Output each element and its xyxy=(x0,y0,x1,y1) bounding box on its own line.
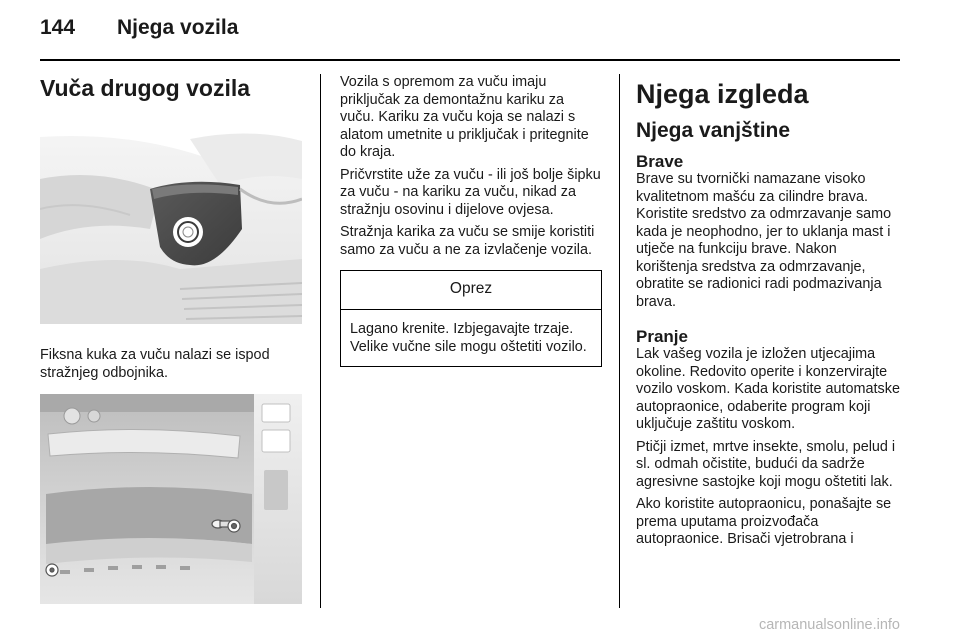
washing-text-2: Ptičji izmet, mrtve insekte, smolu, pelud i sl. odmah očistite, budući da sadrže agresivne sastojke koji mogu oštetiti lak. xyxy=(636,438,896,490)
fixed-tow-hook-text: Fiksna kuka za vuču nalazi se ispod stražnjeg odbojnika. xyxy=(40,347,270,381)
column-3 xyxy=(636,74,902,549)
caution-box xyxy=(340,270,602,367)
page-number: 144 xyxy=(40,16,76,39)
locks-text: Brave su tvornički namazane visoko kvalitetnom mašću za cilindre brava. Koristite sredstvo za odmrzavanje samo kada je neophodno, jer to uklanja mast i utječe na funkciju brave. Nakon korištenja sredstva za odmrzavanje, obratite se radionici radi podmazivanja brava. xyxy=(636,171,892,310)
watermark: carmanualsonline.info xyxy=(758,617,900,633)
section-title-towing: Vuča drugog vozila xyxy=(40,75,251,101)
removable-tow-eye-text: Vozila s opremom za vuču imaju priključak za demontažnu kariku za vuču. Kariku za vuču koja se nalazi s alatom umetnite u priključak i pritegnite do kraja. xyxy=(340,74,589,160)
column-1 xyxy=(40,74,302,609)
subsection-title-exterior-care: Njega vanjštine xyxy=(636,119,791,142)
washing-text-1: Lak vašeg vozila je izložen utjecajima okoline. Redovito operite i konzervirajte vozilo voskom. Kada koristite automatske autopraonice, odaberite program koji uključuje zaštitu voskom. xyxy=(636,346,900,432)
topic-heading-washing: Pranje xyxy=(636,327,688,346)
tow-rope-text: Pričvrstite uže za vuču - ili još bolje šipku za vuču - na kariku za vuču, nikad za stražnju osovinu i dijelove ovjesa. xyxy=(340,166,601,218)
caution-text: Lagano krenite. Izbjegavajte trzaje. Velike vučne sile mogu oštetiti vozilo. xyxy=(350,321,587,355)
page-header-title: Njega vozila xyxy=(117,16,239,39)
column-divider-1 xyxy=(320,74,321,608)
rear-bumper-tow-hook-illustration xyxy=(40,394,302,604)
column-divider-2 xyxy=(619,74,620,608)
topic-heading-locks: Brave xyxy=(636,152,684,171)
tow-hook-illustration xyxy=(40,119,302,324)
header-rule xyxy=(40,59,900,61)
caution-title: Oprez xyxy=(341,271,601,310)
rear-tow-eye-usage-text: Stražnja karika za vuču se smije koristiti samo za vuču a ne za izvlačenje vozila. xyxy=(340,224,595,258)
washing-text-3: Ako koristite autopraonicu, ponašajte se prema uputama proizvođača autopraonice. Brisači vjetrobrana i xyxy=(636,496,892,547)
column-2 xyxy=(340,74,602,367)
section-title-appearance-care: Njega izgleda xyxy=(636,79,809,109)
